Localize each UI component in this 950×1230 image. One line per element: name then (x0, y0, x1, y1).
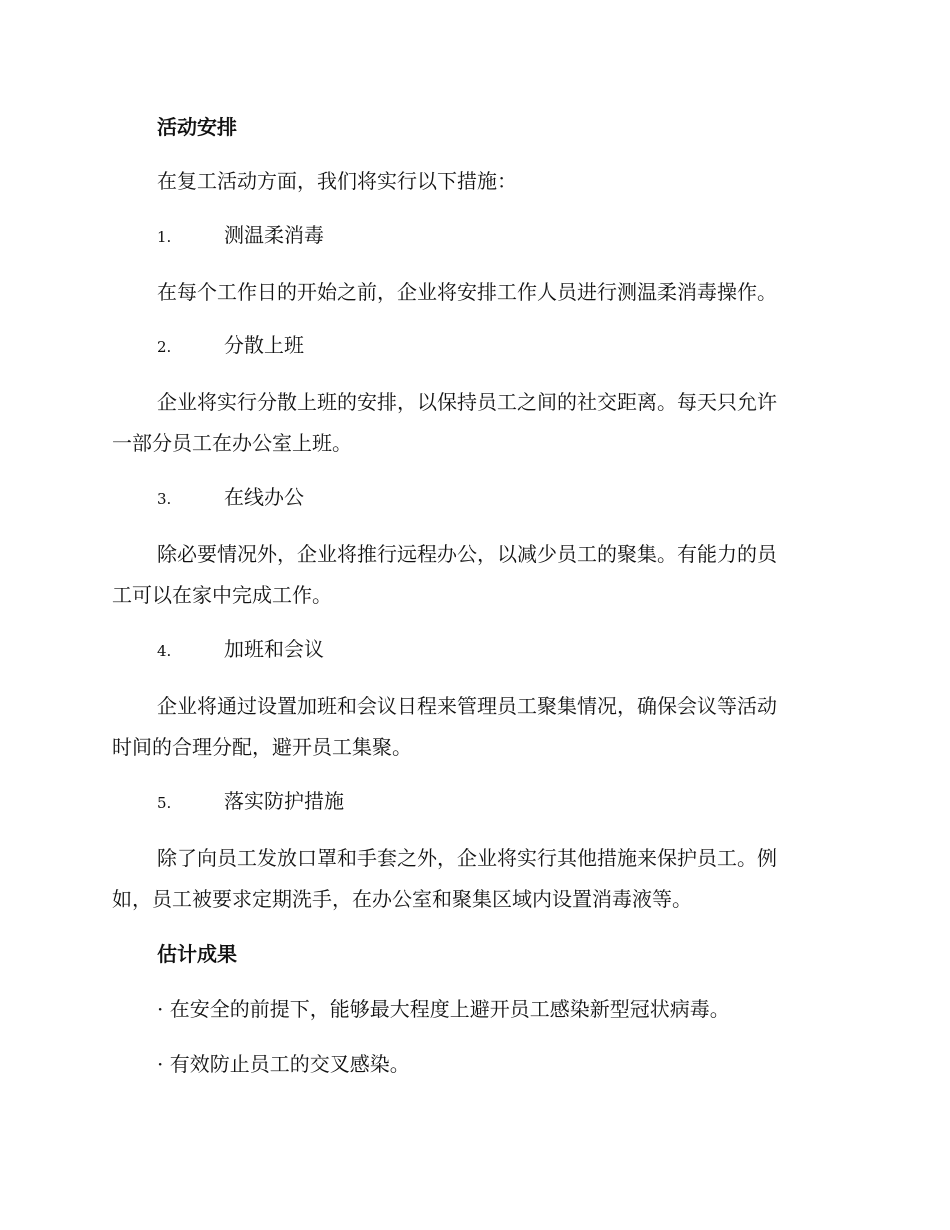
item-body-line: 除必要情况外，企业将推行远程办公，以减少员工的聚集。有能力的员 (157, 542, 777, 566)
item-title: 分散上班 (224, 333, 304, 357)
item-title: 落实防护措施 (224, 789, 344, 813)
section-heading-results: 估计成果 (157, 942, 237, 966)
item-number: 5. (157, 794, 172, 812)
item-number: 4. (157, 642, 172, 660)
item-body-line: 工可以在家中完成工作。 (112, 583, 332, 607)
item-number: 1. (157, 228, 172, 246)
item-title: 测温柔消毒 (224, 223, 324, 247)
item-body-line: 企业将实行分散上班的安排，以保持员工之间的社交距离。每天只允许 (157, 390, 777, 414)
item-body-line: 如，员工被要求定期洗手，在办公室和聚集区域内设置消毒液等。 (112, 887, 692, 911)
item-body-line: 企业将通过设置加班和会议日程来管理员工聚集情况，确保会议等活动 (157, 694, 777, 718)
item-body-line: 一部分员工在办公室上班。 (112, 431, 352, 455)
bullet-item: · 在安全的前提下，能够最大程度上避开员工感染新型冠状病毒。 (157, 997, 730, 1021)
item-body-line: 时间的合理分配，避开员工集聚。 (112, 735, 412, 759)
item-number: 2. (157, 338, 172, 356)
item-title: 在线办公 (224, 485, 304, 509)
item-title: 加班和会议 (224, 637, 324, 661)
section-heading-activities: 活动安排 (157, 115, 237, 139)
bullet-item: · 有效防止员工的交叉感染。 (157, 1052, 410, 1076)
item-body-line: 在每个工作日的开始之前，企业将安排工作人员进行测温柔消毒操作。 (157, 280, 777, 304)
item-number: 3. (157, 490, 172, 508)
item-body-line: 除了向员工发放口罩和手套之外，企业将实行其他措施来保护员工。例 (157, 846, 777, 870)
section-intro: 在复工活动方面，我们将实行以下措施： (157, 169, 517, 193)
